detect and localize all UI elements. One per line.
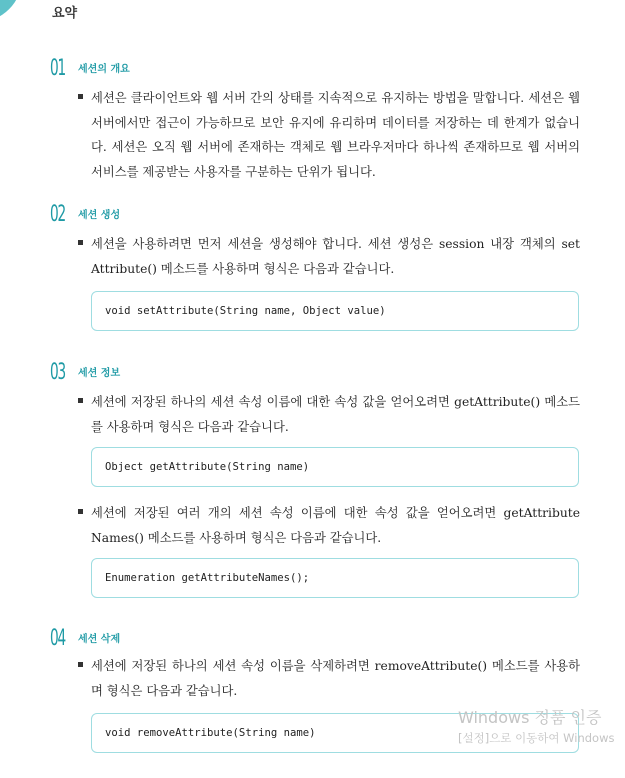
section-header <box>50 626 120 650</box>
code-block: Object getAttribute(String name) <box>91 447 579 487</box>
section-header <box>50 202 120 226</box>
bullet-paragraph: 세션을 사용하려면 먼저 세션을 생성해야 합니다. 세션 생성은 session 내장 객체의 set Attribute() 메소드를 사용하며 형식은 다음과 같습니다. <box>78 232 580 281</box>
watermark-line-2: [설정]으로 이동하여 Windows <box>458 731 615 745</box>
code-block: Enumeration getAttributeNames(); <box>91 558 579 598</box>
code-block: void setAttribute(String name, Object value) <box>91 291 579 331</box>
page-title: 요약 <box>52 6 78 21</box>
section-title: 세션 삭제 <box>78 634 121 645</box>
section-number: 02 <box>50 202 65 227</box>
watermark-line-1: Windows 정품 인증 <box>458 708 602 727</box>
section-title: 세션 정보 <box>78 368 121 379</box>
section-header <box>50 360 120 384</box>
corner-accent <box>0 0 22 22</box>
section-header <box>50 56 130 80</box>
bullet-paragraph: 세션에 저장된 하나의 세션 속성 이름에 대한 속성 값을 얻어오려면 getAttribute() 메소드를 사용하며 형식은 다음과 같습니다. <box>78 390 580 439</box>
section-title: 세션의 개요 <box>78 64 130 75</box>
section-number: 03 <box>50 360 65 385</box>
section-title: 세션 생성 <box>78 210 121 221</box>
code-block: void removeAttribute(String name) <box>91 713 579 753</box>
section-number: 01 <box>50 56 65 81</box>
bullet-paragraph: 세션에 저장된 여러 개의 세션 속성 이름에 대한 속성 값을 얻어오려면 getAttribute Names() 메소드를 사용하며 형식은 다음과 같습니다. <box>78 501 580 550</box>
section-number: 04 <box>50 626 65 651</box>
bullet-paragraph: 세션에 저장된 하나의 세션 속성 이름을 삭제하려면 removeAttribute() 메소드를 사용하며 형식은 다음과 같습니다. <box>78 654 580 703</box>
bullet-paragraph: 세션은 클라이언트와 웹 서버 간의 상태를 지속적으로 유지하는 방법을 말합니다. 세션은 웹 서버에서만 접근이 가능하므로 보안 유지에 유리하며 데이터를 저장하는 데 한계가 없습니다. 세션은 오직 웹 서버에 존재하는 객체로 웹 브라우저마다 하나씩 존재하므로 웹 서버의 서비스를 제공받는 사용자를 구분하는 단위가 됩니다. <box>78 86 580 185</box>
windows-activation-watermark <box>458 707 615 747</box>
